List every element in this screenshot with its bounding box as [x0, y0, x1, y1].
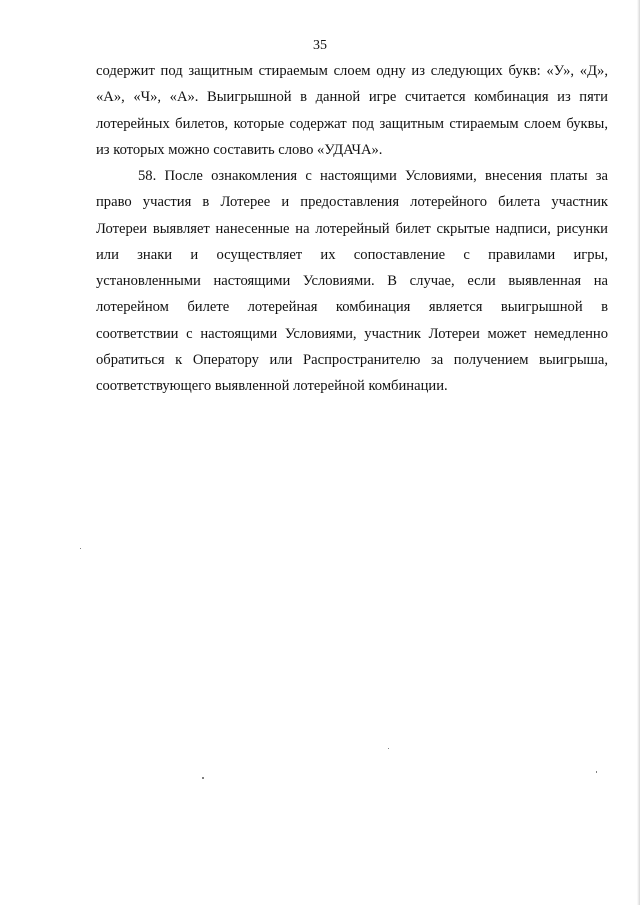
page-number: 35 [313, 38, 327, 53]
scan-speck [80, 548, 81, 549]
text-line: установленными настоящими Условиями. В случае, если выявленная на [96, 273, 608, 290]
scan-speck [388, 748, 389, 749]
text-line: «А», «Ч», «А». Выигрышной в данной игре считается комбинация из пяти [96, 89, 608, 106]
text-line: из которых можно составить слово «УДАЧА». [96, 141, 383, 158]
paragraph-58 [96, 163, 608, 400]
scan-speck [202, 777, 204, 779]
text-line: лотерейных билетов, которые содержат под защитным стираемым слоем буквы, [96, 115, 608, 132]
text-line: право участия в Лотерее и предоставления лотерейного билета участник [96, 194, 608, 211]
text-line: содержит под защитным стираемым слоем одну из следующих букв: «У», «Д», [96, 63, 608, 79]
text-line: соответствии с настоящими Условиями, участник Лотереи может немедленно [96, 325, 608, 342]
text-line: 58. После ознакомления с настоящими Условиями, внесения платы за [138, 168, 608, 184]
text-line: обратиться к Оператору или Распространителю за получением выигрыша, [96, 352, 608, 369]
scan-speck [596, 771, 597, 773]
paragraph-continuation [96, 58, 608, 163]
text-line: лотерейном билете лотерейная комбинация является выигрышной в [96, 299, 608, 316]
text-line: соответствующего выявленной лотерейной комбинации. [96, 378, 448, 395]
text-line: Лотереи выявляет нанесенные на лотерейный билет скрытые надписи, рисунки [96, 220, 608, 237]
text-line: или знаки и осуществляет их сопоставление с правилами игры, [96, 246, 608, 263]
